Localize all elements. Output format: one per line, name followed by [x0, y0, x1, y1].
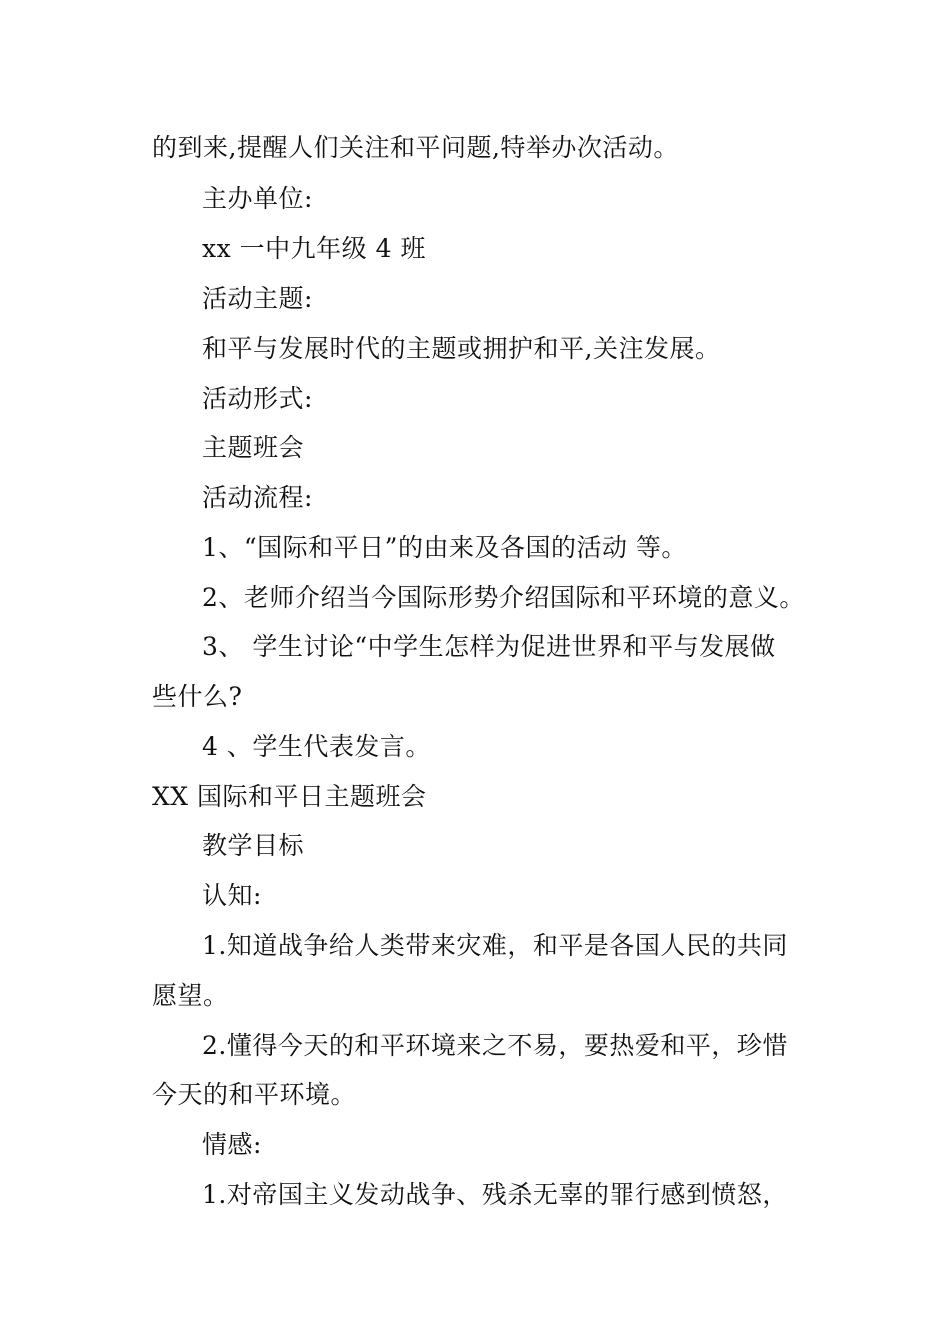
text-line-21: 情感: [202, 1130, 262, 1159]
text-line-15: 教学目标 [202, 831, 305, 860]
text-line-3: xx 一中九年级 4 班 [202, 234, 426, 263]
text-line-11: 3、 学生讨论“中学生怎样为促进世界和平与发展做 [202, 632, 776, 661]
section-heading: XX 国际和平日主题班会 [152, 782, 427, 811]
text-line-5: 和平与发展时代的主题或拥护和平,关注发展。 [202, 334, 721, 363]
text-line-16: 认知: [202, 881, 262, 910]
text-line-18: 愿望。 [152, 981, 229, 1010]
text-line-1: 的到来,提醒人们关注和平问题,特举办次活动。 [152, 133, 679, 162]
text-line-20: 今天的和平环境。 [152, 1080, 357, 1109]
text-line-6: 活动形式: [202, 384, 313, 413]
text-line-22: 1.对帝国主义发动战争、残杀无辜的罪行感到愤怒， [202, 1180, 788, 1209]
text-line-9: 1、“国际和平日”的由来及各国的活动 等。 [202, 533, 687, 562]
text-line-12: 些什么? [152, 682, 243, 711]
text-line-17: 1.知道战争给人类带来灾难，和平是各国人民的共同 [202, 931, 788, 960]
text-line-7: 主题班会 [202, 433, 305, 462]
text-line-2: 主办单位: [202, 184, 313, 213]
text-line-8: 活动流程: [202, 483, 313, 512]
text-line-19: 2.懂得今天的和平环境来之不易，要热爱和平，珍惜 [202, 1031, 788, 1060]
text-line-10: 2、老师介绍当今国际形势介绍国际和平环境的意义。 [202, 583, 805, 612]
text-line-13: 4 、学生代表发言。 [202, 732, 431, 761]
text-line-4: 活动主题: [202, 284, 313, 313]
